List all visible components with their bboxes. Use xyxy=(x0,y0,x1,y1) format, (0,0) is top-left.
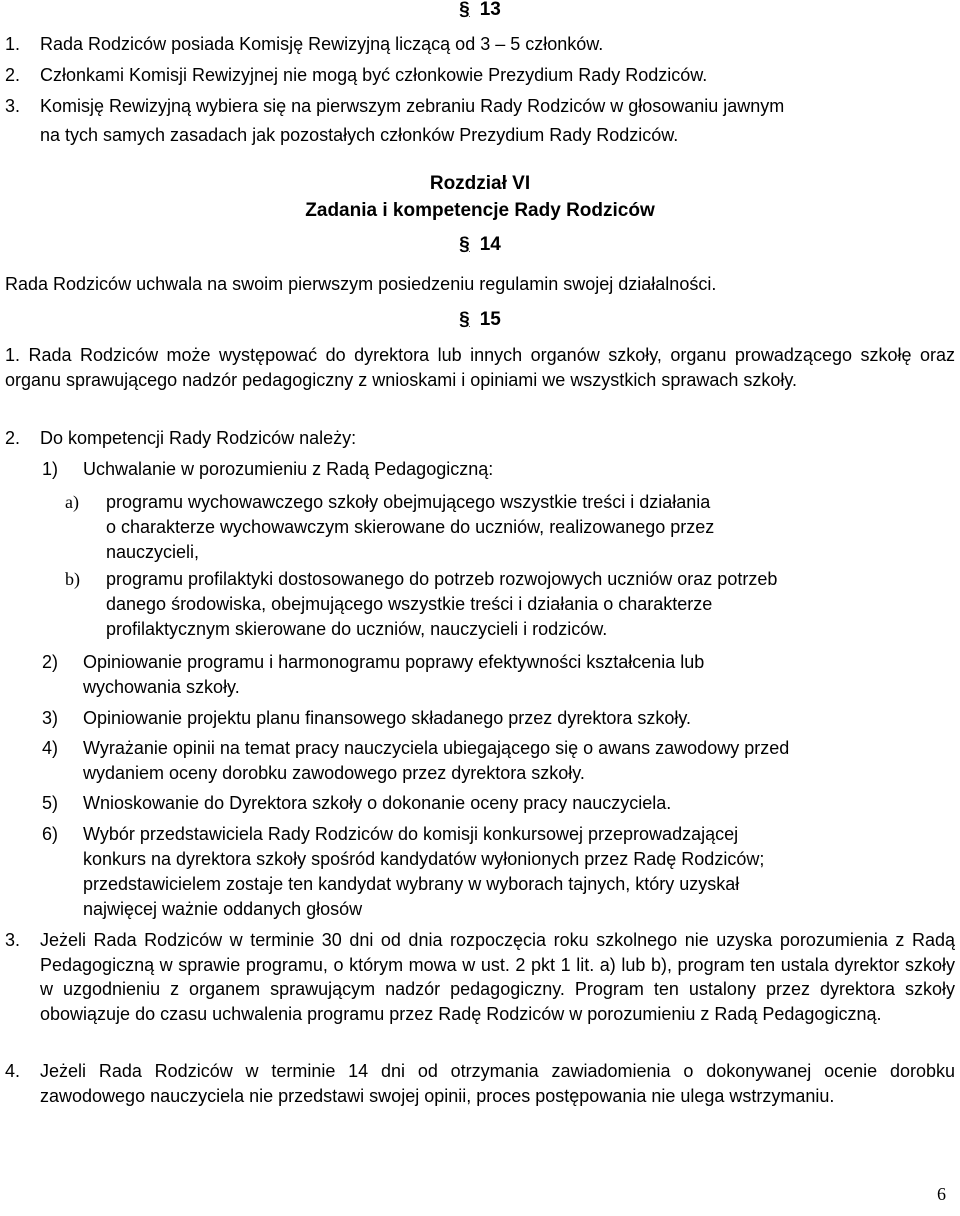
sub-item-line: Wybór przedstawiciela Rady Rodziców do komisji konkursowej przeprowadzającej xyxy=(83,824,739,844)
section-symbol: § xyxy=(459,309,470,330)
item-number: 4. xyxy=(5,1061,21,1081)
sub-item-line: konkurs na dyrektora szkoły spośród kandydatów wyłonionych przez Radę Rodziców; xyxy=(83,849,765,869)
list-item xyxy=(5,94,785,118)
item-text: Jeżeli Rada Rodziców w terminie 14 dni od otrzymania zawiadomienia o dokonywanej ocenie dorobku zawodowego nauczyciela nie przedstawi swojej opinii, proces postępowania nie ulega wstrzymaniu. xyxy=(40,1061,955,1106)
item-number: 3. xyxy=(5,930,21,950)
sub-item-text: Uchwalanie w porozumieniu z Radą Pedagogiczną: xyxy=(83,459,494,479)
sub-item-number: 3) xyxy=(42,708,59,728)
chapter-title: Rozdział VI xyxy=(429,173,531,194)
letter-item-line: programu profilaktyki dostosowanego do potrzeb rozwojowych uczniów oraz potrzeb xyxy=(106,569,778,589)
paragraph-15-heading xyxy=(0,308,960,332)
sub-item-line: Opiniowanie programu i harmonogramu poprawy efektywności kształcenia lub xyxy=(83,652,705,672)
sub-item-line: wydaniem oceny dorobku zawodowego przez dyrektora szkoły. xyxy=(83,763,585,783)
paragraph-14-text: Rada Rodziców uchwala na swoim pierwszym posiedzeniu regulamin swojej działalności. xyxy=(5,274,717,294)
section-symbol: § xyxy=(459,0,470,20)
item-number: 1. xyxy=(5,345,21,365)
letter-item-line: profilaktycznym skierowane do uczniów, nauczycieli i rodziców. xyxy=(106,619,608,639)
paragraph-13-heading xyxy=(0,0,960,22)
item-text: Jeżeli Rada Rodziców w terminie 30 dni od dnia rozpoczęcia roku szkolnego nie uzyska porozumienia z Radą Pedagogiczną w sprawie programu, o którym mowa w ust. 2 pkt 1 lit. a) lub b), program ten ustala dyrektor szkoły w uzgodnieniu z organem sprawującym nadzór pedagogiczny. Program ten ustalony przez dyrektora szkoły obowiązuje do czasu uchwalenia programu przez Radę Rodziców w porozumieniu z Radą Pedagogiczną. xyxy=(40,930,955,1024)
list-item xyxy=(5,63,708,87)
item-text-line: Komisję Rewizyjną wybiera się na pierwszym zebraniu Rady Rodziców w głosowaniu jawnym xyxy=(40,96,785,116)
sub-item-line: Opiniowanie projektu planu finansowego składanego przez dyrektora szkoły. xyxy=(83,708,692,728)
sub-item-number: 1) xyxy=(42,459,59,479)
letter-item-line: nauczycieli, xyxy=(106,542,200,562)
letter-item-line: programu wychowawczego szkoły obejmującego wszystkie treści i działania xyxy=(106,492,711,512)
chapter-subtitle: Zadania i kompetencje Rady Rodziców xyxy=(305,200,655,221)
paragraph-number: 13 xyxy=(479,0,501,20)
item-text: Do kompetencji Rady Rodziców należy: xyxy=(40,428,357,448)
letter-item-line: o charakterze wychowawczym skierowane do uczniów, realizowanego przez xyxy=(106,517,715,537)
item-text: Rada Rodziców może występować do dyrektora lub innych organów szkoły, organu prowadzącego szkołę oraz organu sprawującego nadzór pedagogiczny z wnioskami i opiniami we wszystkich sprawach szkoły. xyxy=(5,345,955,390)
item-text: Rada Rodziców posiada Komisję Rewizyjną liczącą od 3 – 5 członków. xyxy=(40,34,604,54)
item-text: Członkami Komisji Rewizyjnej nie mogą być członkowie Prezydium Rady Rodziców. xyxy=(40,65,708,85)
section-symbol: § xyxy=(459,234,470,255)
sub-item-line: Wyrażanie opinii na temat pracy nauczyciela ubiegającego się o awans zawodowy przed xyxy=(83,738,790,758)
sub-item-number: 4) xyxy=(42,738,59,758)
sub-item-number: 6) xyxy=(42,824,59,844)
item-number: 2. xyxy=(5,428,21,448)
item-text-line: na tych samych zasadach jak pozostałych członków Prezydium Rady Rodziców. xyxy=(40,125,679,145)
page-number: 6 xyxy=(937,1184,946,1204)
sub-item-line: najwięcej ważnie oddanych głosów xyxy=(83,899,363,919)
paragraph-14-heading xyxy=(0,233,960,257)
item-number: 3. xyxy=(5,96,21,116)
letter-marker: a) xyxy=(65,492,79,512)
sub-item-number: 2) xyxy=(42,652,59,672)
paragraph-number: 14 xyxy=(479,234,501,255)
paragraph-number: 15 xyxy=(479,309,501,330)
list-item xyxy=(5,32,604,56)
letter-item-line: danego środowiska, obejmującego wszystkie treści i działania o charakterze xyxy=(106,594,713,614)
item-number: 2. xyxy=(5,65,21,85)
item-number: 1. xyxy=(5,34,21,54)
sub-item-line: wychowania szkoły. xyxy=(83,677,240,697)
sub-item-number: 5) xyxy=(42,793,59,813)
letter-marker: b) xyxy=(65,569,80,589)
list-item xyxy=(5,426,357,450)
sub-item-line: Wnioskowanie do Dyrektora szkoły o dokonanie oceny pracy nauczyciela. xyxy=(83,793,672,813)
list-item xyxy=(5,343,955,392)
sub-item-line: przedstawicielem zostaje ten kandydat wybrany w wyborach tajnych, który uzyskał xyxy=(83,874,740,894)
